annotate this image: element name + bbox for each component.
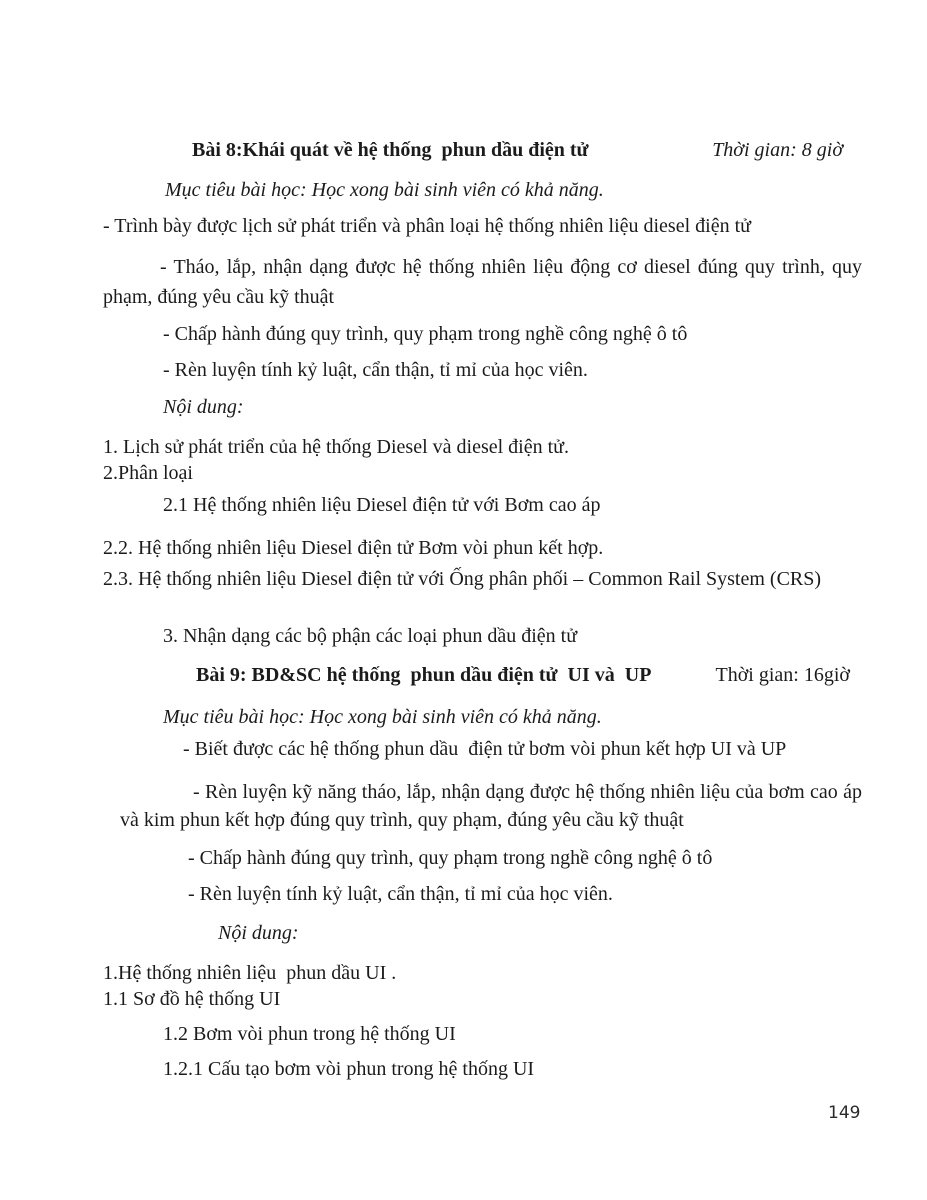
lesson8-content-item-1: 1. Lịch sử phát triển của hệ thống Diesel và diesel điện tử. [103, 436, 569, 458]
lesson9-title-row [103, 662, 862, 688]
page-number: 149 [828, 1103, 861, 1123]
lesson9-time: Thời gian: 16giờ [715, 664, 850, 686]
lesson8-objective-3: - Chấp hành đúng quy trình, quy phạm trong nghề công nghệ ô tô [163, 323, 688, 345]
lesson8-content-item-2: 2.Phân loại [103, 462, 193, 484]
lesson8-content-item-2-1: 2.1 Hệ thống nhiên liệu Diesel điện tử với Bơm cao áp [163, 494, 601, 516]
lesson8-title: Bài 8:Khái quát về hệ thống phun dầu điện tử [192, 139, 589, 161]
lesson9-objective-2: - Rèn luyện kỹ năng tháo, lắp, nhận dạng được hệ thống nhiên liệu của bơm cao áp và kim phun kết hợp đúng quy trình, quy phạm, đúng yêu cầu kỹ thuật [120, 781, 862, 831]
lesson9-content-item-1-1: 1.1 Sơ đồ hệ thống UI [103, 988, 281, 1010]
lesson9-objective-4: - Rèn luyện tính kỷ luật, cẩn thận, tỉ mỉ của học viên. [188, 883, 613, 905]
lesson9-objective-heading: Mục tiêu bài học: Học xong bài sinh viên có khả năng. [163, 706, 602, 728]
lesson9-objective-1: - Biết được các hệ thống phun dầu điện tử bơm vòi phun kết hợp UI và UP [183, 738, 787, 760]
lesson8-objective-4: - Rèn luyện tính kỷ luật, cẩn thận, tỉ mỉ của học viên. [163, 359, 588, 381]
lesson8-content-item-3: 3. Nhận dạng các bộ phận các loại phun dầu điện tử [163, 625, 578, 647]
lesson9-title: Bài 9: BD&SC hệ thống phun dầu điện tử UI và UP [196, 664, 652, 686]
lesson9-content-item-1-2: 1.2 Bơm vòi phun trong hệ thống UI [163, 1023, 456, 1045]
lesson8-content-heading: Nội dung: [163, 396, 244, 418]
lesson8-objective-1: - Trình bày được lịch sử phát triển và phân loại hệ thống nhiên liệu diesel điện tử [103, 215, 751, 237]
lesson8-time: Thời gian: 8 giờ [712, 139, 843, 161]
lesson9-content-item-1-2-1: 1.2.1 Cấu tạo bơm vòi phun trong hệ thống UI [163, 1058, 535, 1080]
lesson9-content-item-1: 1.Hệ thống nhiên liệu phun dầu UI . [103, 962, 397, 984]
lesson8-title-row [103, 137, 862, 163]
lesson9-content-heading: Nội dung: [218, 922, 299, 944]
lesson8-content-item-2-2: 2.2. Hệ thống nhiên liệu Diesel điện tử Bơm vòi phun kết hợp. [103, 537, 604, 559]
lesson8-objective-2: - Tháo, lắp, nhận dạng được hệ thống nhiên liệu động cơ diesel đúng quy trình, quy phạm, đúng yêu cầu kỹ thuật [103, 256, 862, 308]
lesson9-objective-3: - Chấp hành đúng quy trình, quy phạm trong nghề công nghệ ô tô [188, 847, 713, 869]
lesson8-content-item-2-3: 2.3. Hệ thống nhiên liệu Diesel điện tử với Ống phân phối – Common Rail System (CRS) [103, 568, 822, 590]
lesson8-objective-heading: Mục tiêu bài học: Học xong bài sinh viên có khả năng. [165, 179, 604, 201]
